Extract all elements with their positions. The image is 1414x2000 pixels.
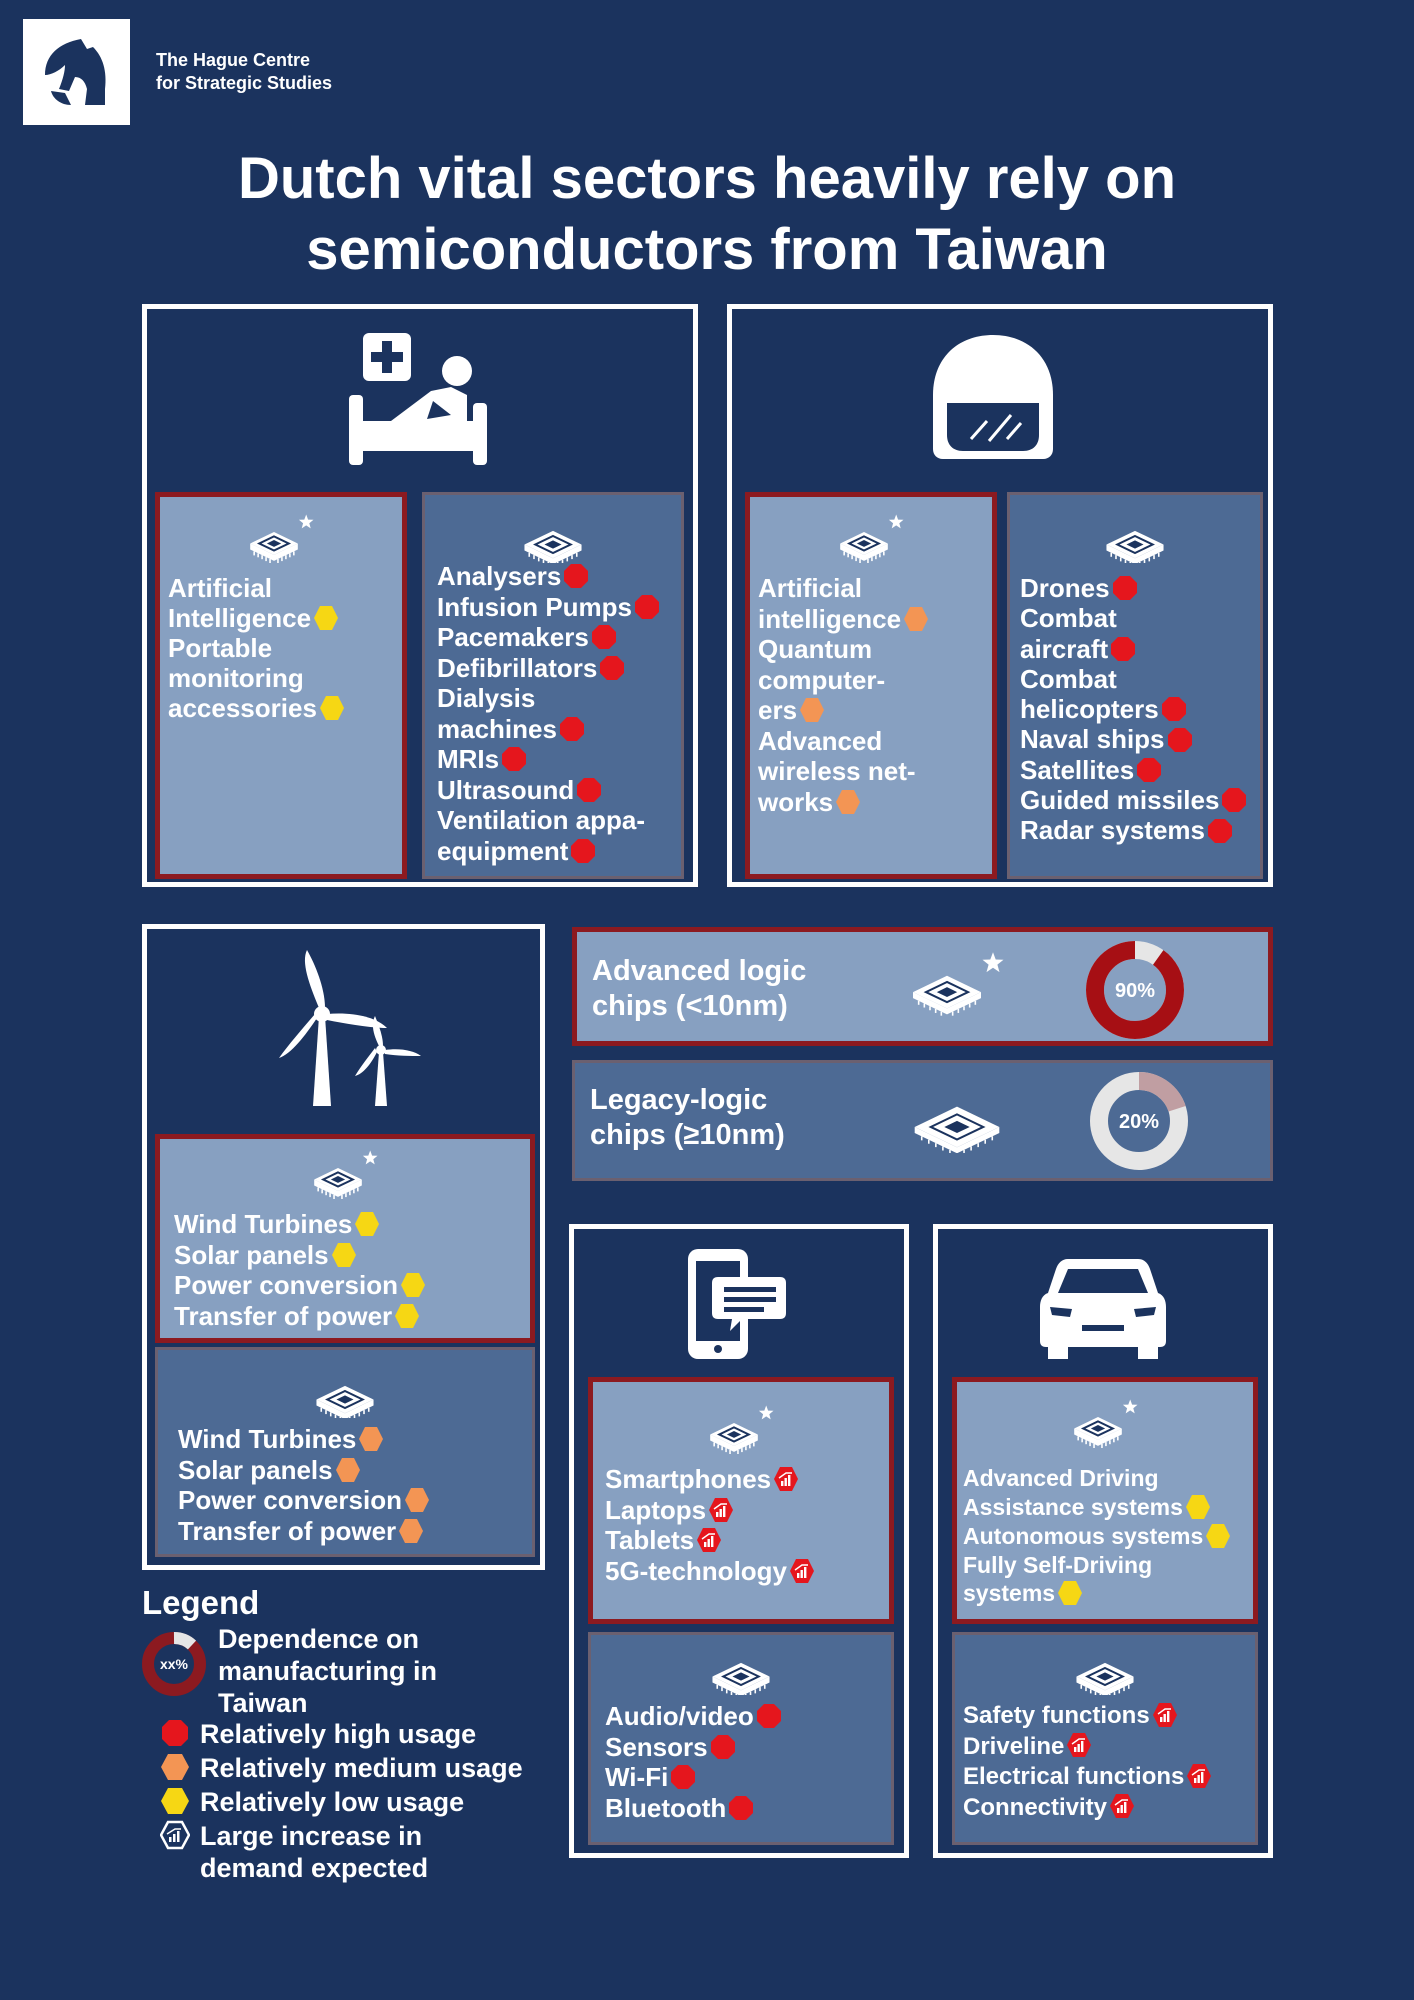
list-item-label: Satellites xyxy=(1020,754,1135,785)
list-item xyxy=(168,663,345,693)
chip-icon xyxy=(710,1651,772,1700)
list-item xyxy=(1020,815,1247,845)
hospital-bed-icon xyxy=(341,329,491,469)
list-item-label: equipment xyxy=(437,835,569,866)
high-usage-icon xyxy=(570,838,596,864)
advanced-dependence-donut xyxy=(1085,940,1185,1040)
list-item xyxy=(174,1270,426,1301)
high-usage-icon xyxy=(563,563,589,589)
medium-usage-icon xyxy=(358,1426,384,1452)
sector-item-list xyxy=(758,573,929,817)
car-icon xyxy=(1038,1249,1168,1359)
list-item xyxy=(1020,573,1247,603)
automotive-legacy-panel xyxy=(952,1632,1258,1845)
list-item xyxy=(963,1762,1212,1793)
low-usage-icon xyxy=(313,605,339,631)
low-usage-icon xyxy=(1057,1580,1083,1606)
list-item-label: Transfer of power xyxy=(174,1300,393,1331)
legend-dependence-line-1: Dependence on xyxy=(218,1624,420,1654)
telecom-legacy-panel xyxy=(588,1632,894,1845)
list-item xyxy=(605,1732,782,1763)
donut-percent-label: 20% xyxy=(1118,1111,1160,1133)
list-item-label: Artificial xyxy=(168,573,273,603)
legend-increase-line-1: Large increase in xyxy=(200,1821,423,1851)
high-usage-icon xyxy=(599,655,625,681)
list-item xyxy=(758,604,929,635)
list-item-label: Radar systems xyxy=(1020,815,1205,846)
list-item xyxy=(1020,603,1247,633)
list-item-label: ers xyxy=(758,695,798,725)
chip-star-icon xyxy=(706,1402,776,1463)
low-usage-icon xyxy=(1205,1523,1231,1549)
high-usage-icon xyxy=(591,624,617,650)
medium-usage-icon xyxy=(835,789,861,815)
list-item xyxy=(605,1762,782,1793)
sector-item-list xyxy=(168,573,345,723)
legend-dependence-line-2: manufacturing in xyxy=(218,1656,438,1686)
list-item-label: Guided missiles xyxy=(1020,785,1220,816)
list-item xyxy=(178,1455,430,1486)
sector-item-list xyxy=(605,1464,815,1586)
demand-increase-icon xyxy=(708,1497,734,1523)
list-item xyxy=(758,634,929,665)
advanced-logic-line-1: Advanced logic xyxy=(592,955,807,987)
list-item xyxy=(605,1793,782,1824)
legacy-logic-label xyxy=(590,1083,785,1153)
list-item xyxy=(963,1579,1231,1608)
list-item-label: MRIs xyxy=(437,744,500,774)
list-item xyxy=(605,1701,782,1732)
list-item xyxy=(437,622,660,653)
advanced-logic-bar xyxy=(572,927,1273,1046)
list-item-label: Pacemakers xyxy=(437,622,589,652)
legend-dependence xyxy=(218,1623,437,1719)
healthcare-legacy-panel xyxy=(422,492,684,879)
list-item xyxy=(437,653,660,684)
list-item-label: Driveline xyxy=(963,1732,1065,1760)
hcss-logo xyxy=(23,19,130,125)
list-item-label: Wind Turbines xyxy=(174,1209,353,1239)
list-item xyxy=(605,1556,815,1587)
list-item xyxy=(758,665,929,696)
list-item-label: Power conversion xyxy=(178,1485,402,1515)
advanced-logic-line-2: chips (<10nm) xyxy=(592,990,788,1022)
medium-usage-icon xyxy=(903,606,929,632)
list-item-label: Portable xyxy=(168,633,273,664)
org-line-1: The Hague Centre xyxy=(156,50,311,70)
high-usage-icon xyxy=(1112,575,1138,601)
sector-item-list xyxy=(178,1424,430,1546)
legacy-logic-line-1: Legacy-logic xyxy=(590,1084,768,1116)
medium-usage-icon xyxy=(335,1457,361,1483)
list-item xyxy=(605,1495,815,1526)
list-item-label: Assistance systems xyxy=(963,1493,1183,1520)
chip-star-icon xyxy=(836,511,906,572)
high-usage-icon xyxy=(1161,696,1187,722)
high-usage-icon xyxy=(501,746,527,772)
organization-name xyxy=(156,49,332,95)
list-item xyxy=(758,756,929,787)
list-item-label: systems xyxy=(963,1580,1056,1607)
low-usage-icon xyxy=(331,1242,357,1268)
energy-sector xyxy=(142,924,545,1570)
list-item-label: Connectivity xyxy=(963,1793,1108,1821)
list-item xyxy=(437,805,660,836)
wind-turbine-icon xyxy=(275,944,435,1124)
high-usage-icon xyxy=(728,1795,754,1821)
legend-medium-label: Relatively medium usage xyxy=(200,1753,523,1783)
title-line-1: Dutch vital sectors heavily rely on xyxy=(237,146,1177,211)
high-usage-icon xyxy=(710,1734,736,1760)
list-item xyxy=(963,1464,1231,1493)
list-item xyxy=(963,1732,1212,1763)
list-item-label: Electrical functions xyxy=(963,1763,1185,1790)
demand-increase-icon xyxy=(1152,1702,1178,1728)
list-item xyxy=(437,744,660,775)
list-item xyxy=(963,1522,1231,1551)
helmet-icon xyxy=(929,331,1057,471)
sector-item-list xyxy=(437,561,660,866)
telecom-advanced-panel xyxy=(588,1377,894,1624)
list-item-label: Infusion Pumps xyxy=(437,591,632,622)
demand-increase-icon xyxy=(789,1558,815,1584)
high-usage-icon xyxy=(1110,636,1136,662)
legend-dependence-line-3: Taiwan xyxy=(218,1688,308,1718)
high-usage-icon xyxy=(1221,787,1247,813)
list-item-label: computer- xyxy=(758,664,886,695)
list-item xyxy=(1020,664,1247,694)
list-item-label: helicopters xyxy=(1020,694,1159,725)
list-item-label: Autonomous systems xyxy=(963,1522,1204,1549)
defence-legacy-panel xyxy=(1007,492,1263,879)
chip-icon xyxy=(314,1374,376,1423)
list-item-label: Intelligence xyxy=(168,603,312,633)
energy-legacy-panel xyxy=(155,1347,535,1557)
list-item-label: Solar panels xyxy=(174,1239,329,1270)
medium-usage-icon xyxy=(404,1487,430,1513)
legacy-logic-line-2: chips (≥10nm) xyxy=(590,1119,785,1151)
page-title xyxy=(100,143,1314,285)
list-item-label: Wi-Fi xyxy=(605,1762,669,1792)
chip-icon xyxy=(1104,519,1166,568)
chip-icon xyxy=(911,1091,1003,1158)
list-item xyxy=(1020,755,1247,785)
list-item-label: Sensors xyxy=(605,1731,708,1762)
list-item-label: Quantum xyxy=(758,634,873,664)
low-usage-icon xyxy=(394,1303,420,1329)
list-item-label: Audio/video xyxy=(605,1701,754,1731)
sector-item-list xyxy=(963,1701,1212,1823)
list-item xyxy=(174,1209,426,1240)
list-item-label: monitoring xyxy=(168,663,304,694)
list-item-label: Naval ships xyxy=(1020,724,1165,755)
list-item-label: Drones xyxy=(1020,573,1110,603)
low-usage-icon xyxy=(1185,1494,1211,1520)
list-item xyxy=(178,1424,430,1455)
list-item xyxy=(758,695,929,726)
high-usage-icon xyxy=(634,594,660,620)
demand-increase-icon xyxy=(1066,1732,1092,1758)
list-item-label: works xyxy=(758,786,834,817)
medium-usage-icon xyxy=(160,1752,190,1782)
legend-title: Legend xyxy=(142,1584,260,1621)
chip-star-icon xyxy=(246,511,316,572)
demand-increase-icon xyxy=(773,1466,799,1492)
list-item xyxy=(963,1493,1231,1522)
defence-sector xyxy=(727,304,1273,887)
list-item-label: Fully Self-Driving xyxy=(963,1551,1153,1578)
list-item-label: Advanced xyxy=(758,725,883,756)
org-line-2: for Strategic Studies xyxy=(156,73,333,93)
knight-logo-icon xyxy=(41,35,113,109)
list-item xyxy=(437,683,660,714)
automotive-advanced-panel xyxy=(952,1377,1258,1624)
legacy-dependence-donut xyxy=(1089,1071,1189,1171)
legend-increase-line-2: demand expected xyxy=(200,1853,429,1883)
medium-usage-icon xyxy=(799,697,825,723)
list-item-label: Tablets xyxy=(605,1525,695,1555)
list-item-label: Safety functions xyxy=(963,1702,1150,1729)
demand-increase-icon xyxy=(1109,1793,1135,1819)
list-item-label: wireless net- xyxy=(758,756,916,786)
list-item xyxy=(758,726,929,757)
legend-high xyxy=(160,1718,476,1750)
defence-advanced-panel xyxy=(745,492,997,879)
demand-increase-icon xyxy=(160,1820,190,1850)
list-item-label: Ultrasound xyxy=(437,774,575,805)
chip-star-icon xyxy=(1070,1396,1140,1457)
high-usage-icon xyxy=(1167,727,1193,753)
list-item xyxy=(178,1485,430,1516)
list-item-label: Advanced Driving xyxy=(963,1465,1159,1491)
healthcare-sector xyxy=(142,304,698,887)
healthcare-advanced-panel xyxy=(155,492,407,879)
title-line-2: semiconductors from Taiwan xyxy=(306,217,1108,282)
sector-item-list xyxy=(605,1701,782,1823)
list-item xyxy=(437,775,660,806)
legend-low-label: Relatively low usage xyxy=(200,1787,465,1817)
list-item-label: intelligence xyxy=(758,603,902,634)
automotive-sector xyxy=(933,1224,1273,1858)
list-item-label: accessories xyxy=(168,693,317,724)
list-item xyxy=(168,693,345,723)
low-usage-icon xyxy=(400,1272,426,1298)
chip-star-icon xyxy=(907,948,1007,1029)
list-item-label: Artificial xyxy=(758,573,863,603)
list-item-label: Combat xyxy=(1020,663,1117,694)
list-item-label: aircraft xyxy=(1020,633,1109,664)
energy-advanced-panel xyxy=(155,1134,535,1343)
low-usage-icon xyxy=(319,695,345,721)
legend-low xyxy=(160,1786,464,1818)
list-item xyxy=(758,787,929,818)
list-item xyxy=(1020,785,1247,815)
list-item xyxy=(963,1701,1212,1732)
list-item-label: machines xyxy=(437,713,557,744)
list-item xyxy=(1020,724,1247,754)
list-item-label: Smartphones xyxy=(605,1464,772,1494)
advanced-logic-label xyxy=(592,954,806,1024)
list-item-label: Solar panels xyxy=(178,1454,333,1485)
donut-percent-label: 90% xyxy=(1114,980,1156,1002)
list-item xyxy=(605,1464,815,1495)
legend-donut-label: xx% xyxy=(159,1656,189,1672)
list-item xyxy=(437,561,660,592)
list-item xyxy=(1020,634,1247,664)
list-item-label: Dialysis xyxy=(437,683,536,713)
list-item-label: Power conversion xyxy=(174,1270,398,1300)
list-item-label: Ventilation appa- xyxy=(437,805,646,835)
high-usage-icon xyxy=(1207,818,1233,844)
low-usage-icon xyxy=(354,1211,380,1237)
telecom-sector xyxy=(569,1224,909,1858)
chip-star-icon xyxy=(310,1147,380,1208)
list-item-label: Bluetooth xyxy=(605,1792,727,1823)
list-item xyxy=(174,1301,426,1332)
list-item xyxy=(1020,694,1247,724)
list-item xyxy=(168,633,345,663)
list-item xyxy=(605,1525,815,1556)
legend-high-label: Relatively high usage xyxy=(200,1719,477,1749)
list-item xyxy=(437,714,660,745)
low-usage-icon xyxy=(160,1786,190,1816)
list-item xyxy=(437,592,660,623)
list-item-label: 5G-technology xyxy=(605,1555,788,1586)
legend-medium xyxy=(160,1752,523,1784)
list-item xyxy=(758,573,929,604)
smartphone-chat-icon xyxy=(684,1245,794,1363)
list-item xyxy=(174,1240,426,1271)
legend-donut-icon xyxy=(140,1630,208,1698)
high-usage-icon xyxy=(559,716,585,742)
sector-item-list xyxy=(174,1209,426,1331)
legacy-logic-bar xyxy=(572,1060,1273,1181)
list-item-label: Wind Turbines xyxy=(178,1424,357,1454)
list-item xyxy=(168,603,345,633)
list-item-label: Analysers xyxy=(437,561,562,591)
demand-increase-icon xyxy=(1186,1763,1212,1789)
list-item xyxy=(178,1516,430,1547)
high-usage-icon xyxy=(576,777,602,803)
list-item-label: Laptops xyxy=(605,1494,707,1525)
high-usage-icon xyxy=(756,1703,782,1729)
list-item-label: Combat xyxy=(1020,603,1117,634)
list-item-label: Transfer of power xyxy=(178,1515,397,1546)
legend-increase xyxy=(160,1820,428,1884)
chip-icon xyxy=(1074,1651,1136,1700)
list-item xyxy=(963,1793,1212,1824)
high-usage-icon xyxy=(160,1718,190,1748)
high-usage-icon xyxy=(1136,757,1162,783)
sector-item-list xyxy=(1020,573,1247,846)
medium-usage-icon xyxy=(398,1518,424,1544)
sector-item-list xyxy=(963,1464,1231,1608)
list-item-label: Defibrillators xyxy=(437,652,598,683)
list-item xyxy=(437,836,660,867)
list-item xyxy=(168,573,345,603)
demand-increase-icon xyxy=(696,1527,722,1553)
high-usage-icon xyxy=(670,1764,696,1790)
list-item xyxy=(963,1551,1231,1580)
